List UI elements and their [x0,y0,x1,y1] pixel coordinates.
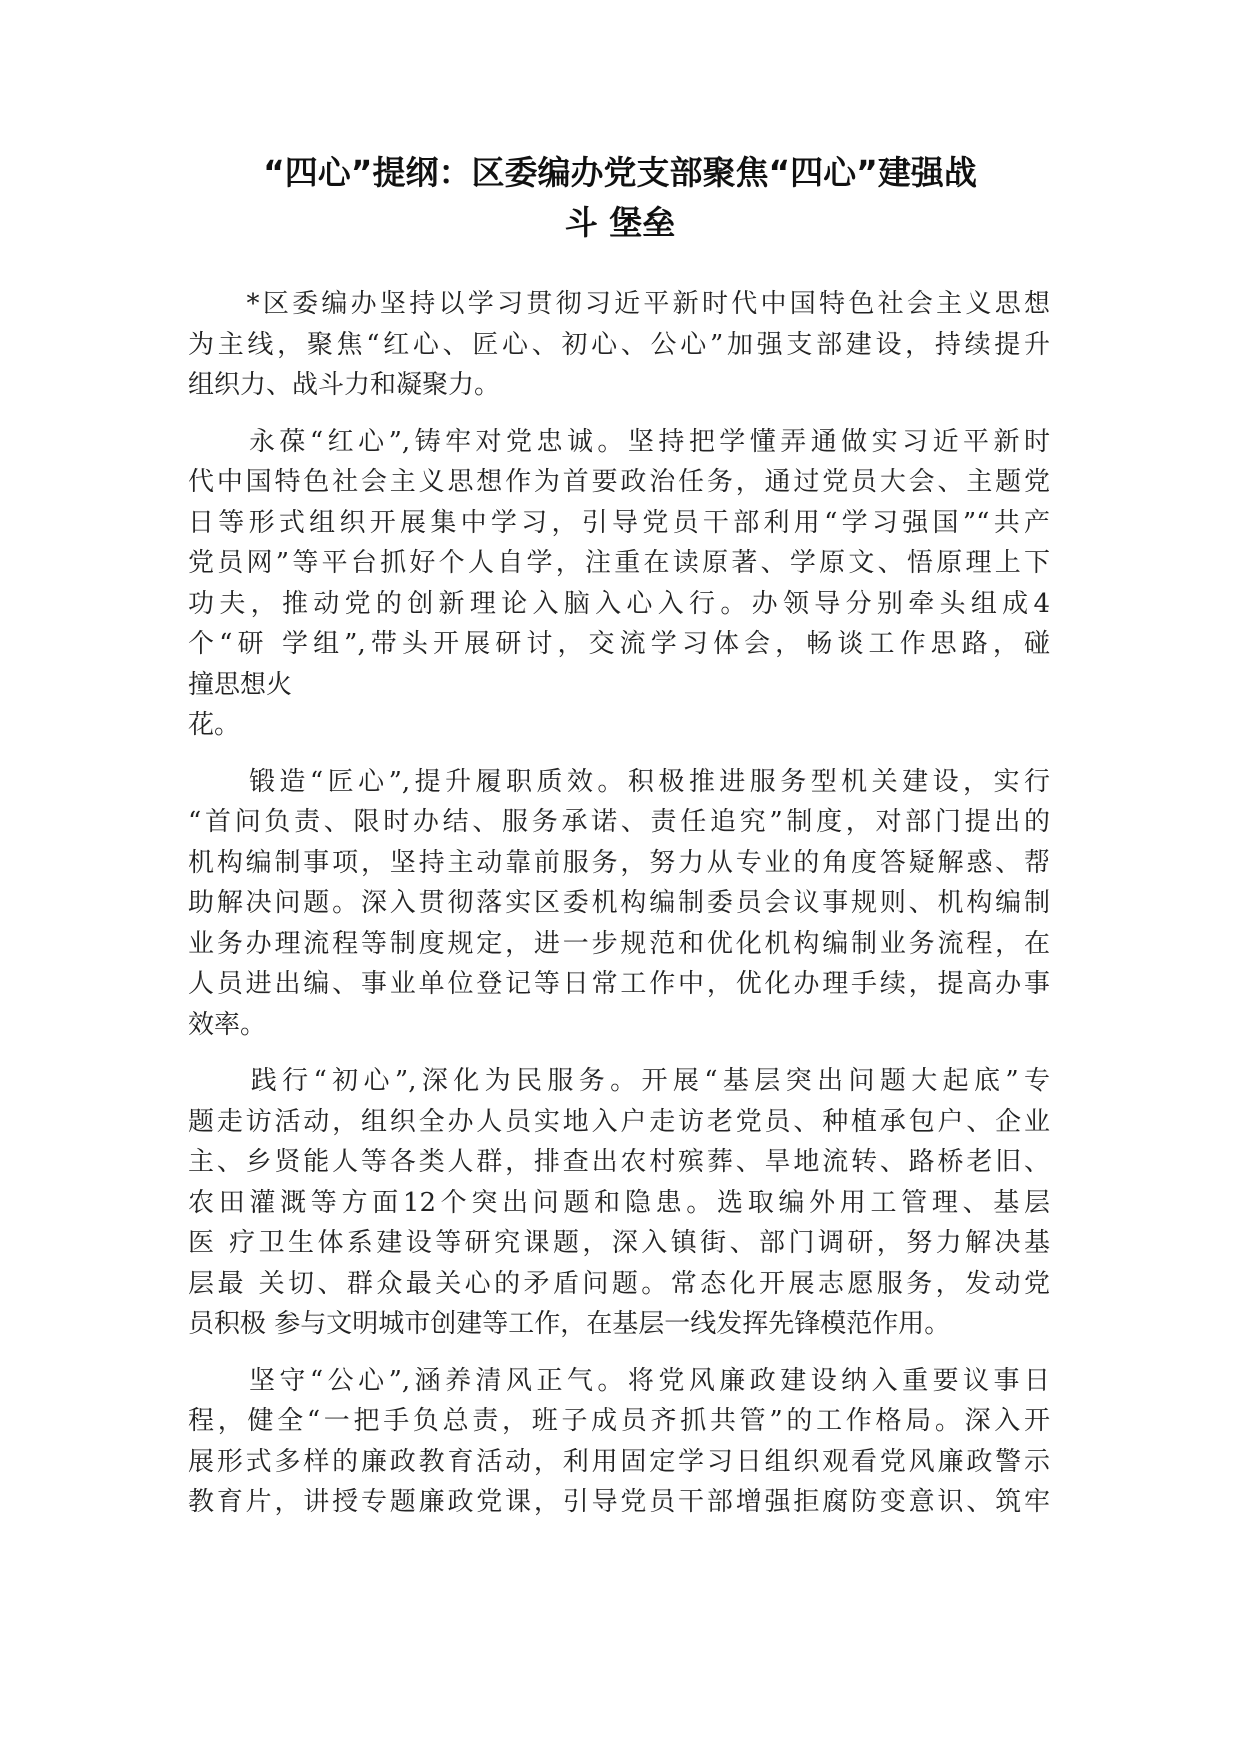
text-line: 组织力、战斗力和凝聚力。 [188,370,501,400]
text-line: 坚守“公心”,涵养清风正气。将党风廉政建设纳入重要议事日 [188,1365,1050,1396]
paragraph-original-heart [188,1061,1050,1345]
text-line: 功夫，推动党的创新理论入脑入心入行。办领导分别牵头组成4 [188,588,1050,619]
text-line: 助解决问题。深入贯彻落实区委机构编制委员会议事规则、机构编制 [188,888,1050,918]
paragraph-red-heart [188,422,1050,746]
text-line: *区委编办坚持以学习贯彻习近平新时代中国特色社会主义思想 [188,289,1050,319]
title-line-1: “四心”提纲：区委编办党支部聚焦“四心”建强战 [263,153,977,192]
text-line: 教育片，讲授专题廉政党课，引导党员干部增强拒腐防变意识、筑牢 [188,1487,1050,1517]
text-line: 永葆“红心”,铸牢对党忠诚。坚持把学懂弄通做实习近平新时 [188,426,1050,457]
text-line: 锻造“匠心”,提升履职质效。积极推进服务型机关建设，实行 [188,766,1050,797]
text-line: 机构编制事项，坚持主动靠前服务，努力从专业的角度答疑解惑、帮 [188,847,1050,878]
text-line: 题走访活动，组织全办人员实地入户走访老党员、种植承包户、企业 [188,1106,1050,1137]
text-line: 花。 [188,710,241,740]
text-line: 党员网”等平台抓好个人自学，注重在读原著、学原文、悟原理上下 [188,548,1050,578]
text-line: 农田灌溉等方面12个突出问题和隐患。选取编外用工管理、基层 [188,1187,1050,1218]
text-line: 层最 关切、群众最关心的矛盾问题。常态化开展志愿服务，发动党 [188,1268,1050,1299]
document-title [190,148,1050,248]
paragraph-intro [188,284,1050,406]
text-line: 主、乡贤能人等各类人群，排查出农村殡葬、旱地流转、路桥老旧、 [188,1147,1050,1177]
text-line: 业务办理流程等制度规定，进一步规范和优化机构编制业务流程，在 [188,928,1050,959]
paragraph-public-heart [188,1361,1050,1523]
text-line: 代中国特色社会主义思想作为首要政治任务，通过党员大会、主题党 [188,467,1050,497]
title-line-2: 斗 堡垒 [564,203,676,242]
text-line: 人员进出编、事业单位登记等日常工作中，优化办理手续，提高办事 [188,969,1050,999]
text-line: 日等形式组织开展集中学习，引导党员干部利用“学习强国”“共产 [188,507,1050,538]
document-body [188,284,1050,1539]
paragraph-craftsman-heart [188,762,1050,1046]
text-line: 为主线，聚焦“红心、匠心、初心、公心”加强支部建设，持续提升 [188,329,1050,360]
text-line: 程，健全“一把手负总责，班子成员齐抓共管”的工作格局。深入开 [188,1406,1050,1436]
text-line: 展形式多样的廉政教育活动，利用固定学习日组织观看党风廉政警示 [188,1446,1050,1477]
text-line: “首问负责、限时办结、服务承诺、责任追究”制度，对部门提出的 [188,807,1050,837]
text-line: 践行“初心”,深化为民服务。开展“基层突出问题大起底”专 [188,1066,1050,1096]
text-line: 个“研 学组”,带头开展研讨，交流学习体会，畅谈工作思路，碰 [188,629,1050,659]
text-line: 效率。 [188,1009,267,1040]
text-line: 员积极 参与文明城市创建等工作，在基层一线发挥先锋模范作用。 [188,1309,951,1339]
text-line: 医 疗卫生体系建设等研究课题，深入镇街、部门调研，努力解决基 [188,1228,1050,1258]
text-line: 撞思想火 [188,669,293,700]
